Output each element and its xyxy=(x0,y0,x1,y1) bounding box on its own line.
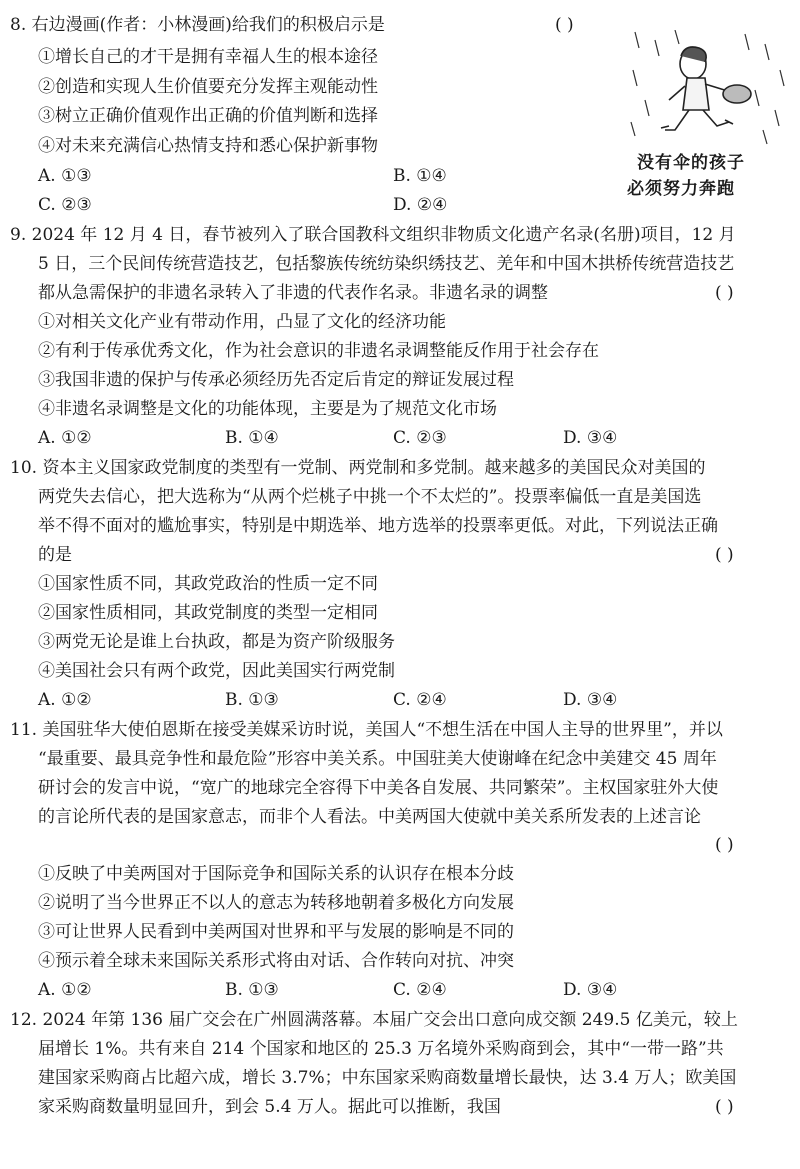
question-9-statement-2: ②有利于传承优秀文化，作为社会意识的非遗名录调整能反作用于社会存在 xyxy=(38,341,599,361)
question-12-answer-paren: ( ) xyxy=(715,1097,734,1117)
question-11-stem-line-1: 11. 美国驻华大使伯恩斯在接受美媒采访时说，美国人“不想生活在中国人主导的世界里”，并以 xyxy=(10,720,723,740)
question-9-stem-line-2: 5 日，三个民间传统营造技艺，包括黎族传统纺染织绣技艺、羌年和中国木拱桥传统营造技艺 xyxy=(38,254,735,274)
question-12-stem-line-3: 建国家采购商占比超六成，增长 3.7%；中东国家采购商数量增长最快，达 3.4 万人；欧美国 xyxy=(38,1068,737,1088)
question-9-statement-1: ①对相关文化产业有带动作用，凸显了文化的经济功能 xyxy=(38,312,446,332)
question-10-option-d: D. ③④ xyxy=(563,690,618,710)
question-11-option-a: A. ①② xyxy=(38,980,92,1000)
rain-lines xyxy=(631,30,784,144)
cartoon-illustration xyxy=(625,30,790,150)
question-10-stem-line-4: 的是 xyxy=(38,545,72,565)
question-11-stem-line-3: 研讨会的发言中说，“宽广的地球完全容得下中美各自发展、共同繁荣”。主权国家驻外大使 xyxy=(38,778,719,798)
question-11-stem-line-2: “最重要、最具竞争性和最危险”形容中美关系。中国驻美大使谢峰在纪念中美建交 45 周年 xyxy=(38,749,717,769)
question-11-statement-4: ④预示着全球未来国际关系形式将由对话、合作转向对抗、冲突 xyxy=(38,951,514,971)
question-8-option-c: C. ②③ xyxy=(38,195,92,215)
question-8-statement-1: ①增长自己的才干是拥有幸福人生的根本途径 xyxy=(38,47,378,67)
question-9-answer-paren: ( ) xyxy=(715,283,734,303)
question-10-stem-line-2: 两党失去信心，把大选称为“从两个烂桃子中挑一个不太烂的”。投票率偏低一直是美国选 xyxy=(38,487,702,507)
question-10-option-b: B. ①③ xyxy=(225,690,279,710)
cartoon-running-child xyxy=(625,30,790,205)
question-8-statement-2: ②创造和实现人生价值要充分发挥主观能动性 xyxy=(38,77,378,97)
question-9-option-a: A. ①② xyxy=(38,428,92,448)
question-10-stem-line-3: 举不得不面对的尴尬事实，特别是中期选举、地方选举的投票率更低。对此，下列说法正确 xyxy=(38,516,718,536)
cartoon-caption-line-2: 必须努力奔跑 xyxy=(627,179,735,199)
question-8-answer-paren: ( ) xyxy=(555,15,574,35)
question-9-stem-line-3: 都从急需保护的非遗名录转入了非遗的代表作名录。非遗名录的调整 xyxy=(38,283,548,303)
question-9-statement-3: ③我国非遗的保护与传承必须经历先否定后肯定的辩证发展过程 xyxy=(38,370,514,390)
question-11-statement-1: ①反映了中美两国对于国际竞争和国际关系的认识存在根本分歧 xyxy=(38,864,514,884)
question-8-option-b: B. ①④ xyxy=(393,166,447,186)
question-9-stem-line-1: 9. 2024 年 12 月 4 日，春节被列入了联合国教科文组织非物质文化遗产名录(名册)项目，12 月 xyxy=(10,225,736,245)
question-11-option-b: B. ①③ xyxy=(225,980,279,1000)
question-10-statement-3: ③两党无论是谁上台执政，都是为资产阶级服务 xyxy=(38,632,395,652)
question-11-statement-3: ③可让世界人民看到中美两国对世界和平与发展的影响是不同的 xyxy=(38,922,514,942)
question-8-statement-3: ③树立正确价值观作出正确的价值判断和选择 xyxy=(38,106,378,126)
question-11-stem-line-4: 的言论所代表的是国家意志，而非个人看法。中美两国大使就中美关系所发表的上述言论 xyxy=(38,807,701,827)
question-12-stem-line-2: 届增长 1%。共有来自 214 个国家和地区的 25.3 万名境外采购商到会，其中“一带一路”共 xyxy=(38,1039,724,1059)
question-12-stem-line-1: 12. 2024 年第 136 届广交会在广州圆满落幕。本届广交会出口意向成交额 249.5 亿美元，较上 xyxy=(10,1010,738,1030)
question-11-statement-2: ②说明了当今世界正不以人的意志为转移地朝着多极化方向发展 xyxy=(38,893,514,913)
question-11-answer-paren: ( ) xyxy=(715,835,734,855)
child-figure xyxy=(661,47,751,130)
question-8-stem: 8. 右边漫画(作者：小林漫画)给我们的积极启示是 xyxy=(10,15,385,35)
question-10-statement-4: ④美国社会只有两个政党，因此美国实行两党制 xyxy=(38,661,395,681)
question-12-stem-line-4: 家采购商数量明显回升，到会 5.4 万人。据此可以推断，我国 xyxy=(38,1097,501,1117)
question-11-option-d: D. ③④ xyxy=(563,980,618,1000)
question-10-option-c: C. ②④ xyxy=(393,690,447,710)
question-10-statement-2: ②国家性质相同，其政党制度的类型一定相同 xyxy=(38,603,378,623)
question-9-statement-4: ④非遗名录调整是文化的功能体现，主要是为了规范文化市场 xyxy=(38,399,497,419)
question-10-statement-1: ①国家性质不同，其政党政治的性质一定不同 xyxy=(38,574,378,594)
question-8-option-d: D. ②④ xyxy=(393,195,448,215)
cartoon-caption-line-1: 没有伞的孩子 xyxy=(637,153,745,173)
question-9-option-b: B. ①④ xyxy=(225,428,279,448)
question-10-option-a: A. ①② xyxy=(38,690,92,710)
question-11-option-c: C. ②④ xyxy=(393,980,447,1000)
question-10-stem-line-1: 10. 资本主义国家政党制度的类型有一党制、两党制和多党制。越来越多的美国民众对美国的 xyxy=(10,458,706,478)
question-10-answer-paren: ( ) xyxy=(715,545,734,565)
question-9-option-c: C. ②③ xyxy=(393,428,447,448)
question-9-option-d: D. ③④ xyxy=(563,428,618,448)
question-8-option-a: A. ①③ xyxy=(38,166,92,186)
question-8-statement-4: ④对未来充满信心热情支持和悉心保护新事物 xyxy=(38,136,378,156)
